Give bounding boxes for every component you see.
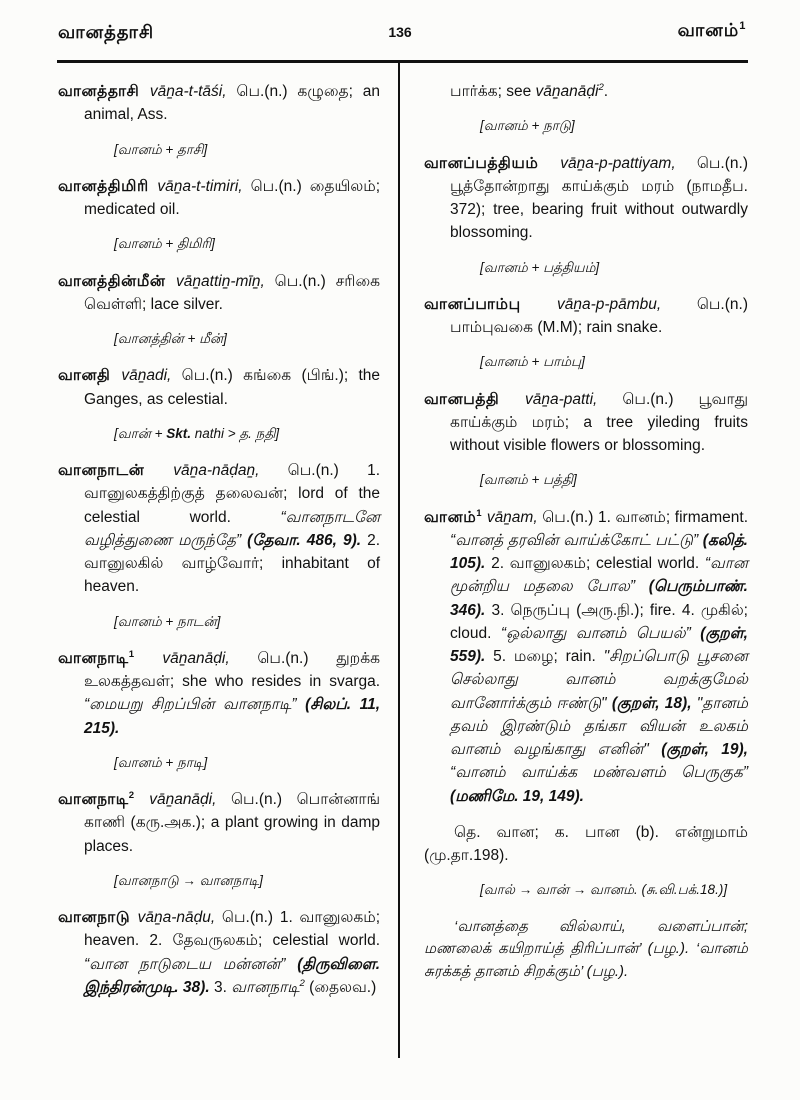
citation: Skt. bbox=[166, 425, 191, 441]
headword: வானநாடி bbox=[58, 649, 129, 667]
citation: (குறள், 18), bbox=[611, 694, 692, 712]
dictionary-entry bbox=[58, 647, 380, 740]
etymology-line bbox=[114, 753, 380, 773]
body-text: தெ. வான; க. பான (b). என்றுமாம் (மு.தா.198). bbox=[424, 823, 748, 864]
headword: வானதி bbox=[58, 367, 122, 385]
running-head-right bbox=[678, 20, 746, 43]
italic-text: “வானத் தரவின் வாய்க்கோட் பட்டு” bbox=[450, 531, 703, 549]
right-column bbox=[424, 80, 748, 1012]
body-text: பெ.(n.) பொன்னாங் காணி (கரு.அக.); a plant growing in damp places. bbox=[84, 791, 381, 855]
headword: வானநாடி bbox=[58, 791, 129, 808]
headword: வானத்தின்மீன் bbox=[58, 272, 177, 290]
italic-text: “வானநாடனே வழித்துணை மருந்தே” bbox=[84, 508, 381, 549]
citation: (மணிமே. 19, 149). bbox=[450, 787, 584, 805]
italic-text: [வானத்தின் + மீன்] bbox=[114, 331, 227, 346]
dictionary-entry bbox=[58, 459, 380, 599]
dictionary-entry bbox=[424, 506, 748, 808]
italic-text: [வானம் + தாசி] bbox=[114, 141, 208, 157]
italic-text: vāṉa-nāḍu, bbox=[137, 909, 216, 926]
italic-text: [வானம் + நாடன்] bbox=[114, 613, 221, 629]
running-head-right-superscript: 1 bbox=[739, 20, 746, 32]
citation: (குறள், 559). bbox=[450, 624, 748, 665]
italic-text: vāṉanāḍi, bbox=[149, 791, 217, 808]
proverb-quote bbox=[424, 916, 748, 984]
italic-text: "தானம் தவம் இரண்டும் தங்கா வியன் உலகம் வானம் வழங்காது எனின்" bbox=[450, 694, 748, 758]
left-column bbox=[58, 80, 380, 1012]
italic-text: “வான மூன்றிய மதலை போல” bbox=[450, 555, 748, 596]
citation: (குறள், 19), bbox=[661, 741, 748, 758]
etymology-line bbox=[114, 234, 380, 254]
headword: வானப்பத்தியம் bbox=[424, 154, 561, 172]
header-rule bbox=[57, 60, 748, 63]
etymology-line bbox=[480, 258, 748, 278]
body-text: 2. வானுலகம்; celestial world. bbox=[485, 555, 705, 572]
body-text: பெ.(n.) கழுதை; an animal, Ass. bbox=[84, 83, 381, 124]
body-text: . bbox=[603, 83, 609, 100]
citation: (திருவிளை. இந்திரன்முடி. 38). bbox=[84, 955, 381, 996]
running-head-right-word: வானம் bbox=[677, 20, 740, 40]
italic-text: ‘வானத்தை வில்லாய், வளைப்பான்; மணலைக் கயிறாய்த் திரிப்பான்’ (பழ.). ‘வானம் சுரக்கத் தானம் சிறக்கும்’ (பழ.). bbox=[424, 917, 748, 980]
italic-text: vāṉattiṉ-mīṉ, bbox=[176, 272, 265, 290]
body-text: பெ.(n.) பூத்தோன்றாது காய்க்கும் மரம் (நாமதீப. 372); tree, bearing fruit without outwardly blossoming. bbox=[450, 154, 748, 242]
body-text: பெ.(n.) பாம்புவகை (M.M); rain snake. bbox=[450, 295, 748, 336]
etymology-line bbox=[480, 880, 748, 900]
italic-text: vāṉa-t-tāśi, bbox=[149, 83, 227, 100]
italic-text: “மையறு சிறப்பின் வானநாடி” bbox=[84, 696, 306, 714]
page-number: 136 bbox=[388, 24, 412, 40]
body-text: பார்க்க; see bbox=[450, 83, 536, 100]
cognate-note bbox=[424, 821, 748, 868]
italic-text: vāṉam, bbox=[486, 508, 538, 526]
body-text bbox=[135, 791, 150, 808]
body-text: (தைலவ.) bbox=[304, 978, 377, 996]
italic-text: [வானம் + நாடு] bbox=[480, 118, 575, 134]
italic-text: “ஒல்லாது வானம் பெயல்” bbox=[500, 624, 701, 642]
etymology-line bbox=[114, 140, 380, 160]
italic-text: [வானம் + பத்தி] bbox=[480, 472, 577, 488]
italic-text: vāṉa-nāḍaṉ, bbox=[173, 462, 260, 479]
etymology-line bbox=[480, 470, 748, 490]
body-text: பெ.(n.) தையிலம்; medicated oil. bbox=[84, 177, 381, 218]
dictionary-entry bbox=[58, 270, 380, 317]
italic-text: [வானநாடு → வானநாடி] bbox=[114, 872, 263, 888]
superscript-index: 2 bbox=[128, 789, 135, 801]
italic-text: [வானம் + திமிரி] bbox=[114, 236, 215, 252]
dictionary-entry bbox=[58, 175, 380, 222]
text-columns bbox=[58, 80, 748, 1012]
citation: (சிலப். 11, 215). bbox=[84, 696, 381, 737]
dictionary-entry bbox=[58, 80, 380, 127]
body-text: பெ.(n.) பூவாது காய்க்கும் மரம்; a tree yileding fruits without visible flowers or blossoming. bbox=[450, 390, 749, 454]
dictionary-entry bbox=[424, 388, 748, 458]
headword: வானம் bbox=[424, 508, 477, 526]
headword: வானநாடன் bbox=[58, 462, 174, 479]
italic-text: “வான நாடுடைய மன்னன்” bbox=[84, 955, 298, 973]
dictionary-entry bbox=[58, 788, 380, 858]
dictionary-entry bbox=[58, 906, 380, 999]
body-text: பெ.(n.) 1. வானுலகம்; heaven. 2. தேவருலகம்; celestial world. bbox=[84, 909, 381, 950]
body-text: 5. மழை; rain. bbox=[485, 648, 604, 665]
italic-text: “வானம் வாய்க்க மண்வளம் பெருகுக” bbox=[450, 764, 748, 782]
headword: வானநாடு bbox=[58, 909, 138, 926]
italic-text: vāṉadi, bbox=[121, 367, 172, 385]
italic-text: [வானம் + பாம்பு] bbox=[480, 354, 585, 370]
body-text: 2. வானுலகில் வாழ்வோர்; inhabitant of heaven. bbox=[84, 531, 381, 596]
citation: (கலித். 105). bbox=[450, 531, 748, 572]
body-text: பெ.(n.) துறக்க உலகத்தவள்; she who resides in svarga. bbox=[84, 649, 381, 690]
body-text: பெ.(n.) 1. வானுலகத்திற்குத் தலைவன்; lord of the celestial world. bbox=[84, 462, 381, 526]
continuation-text bbox=[424, 80, 748, 103]
italic-text: vāṉanāḍi, bbox=[162, 649, 230, 667]
superscript-index: 1 bbox=[128, 648, 135, 660]
italic-text: [வானம் + நாடி] bbox=[114, 754, 208, 770]
italic-text: "சிறப்பொடு பூசனை செல்லாது வானம் வறக்குமேல் வானோர்க்கும் ஈண்டு" bbox=[450, 648, 749, 712]
body-text: பெ.(n.) சரிகை வெள்ளி; lace silver. bbox=[84, 272, 381, 313]
italic-text: nathi > த. நதி] bbox=[190, 425, 280, 441]
italic-text: [வானம் + பத்தியம்] bbox=[480, 259, 600, 275]
italic-text: vāṉanāḍi bbox=[535, 83, 599, 100]
etymology-line bbox=[114, 612, 380, 632]
etymology-line bbox=[114, 871, 380, 891]
headword: வானப்பாம்பு bbox=[424, 295, 557, 313]
body-text bbox=[135, 650, 163, 667]
etymology-line bbox=[480, 116, 748, 136]
superscript-index: 1 bbox=[476, 507, 483, 519]
headword: வானபத்தி bbox=[424, 390, 525, 408]
etymology-line bbox=[480, 352, 748, 372]
italic-text: vāṉa-t-timiri, bbox=[157, 177, 243, 195]
etymology-line bbox=[114, 424, 380, 444]
body-text: 3. bbox=[209, 978, 232, 996]
italic-text: vāṉa-patti, bbox=[524, 390, 598, 408]
body-text: பெ.(n.) கங்கை (பிங்.); the Ganges, as celestial. bbox=[84, 367, 381, 408]
superscript-index: 2 bbox=[299, 977, 305, 989]
body-text: பெ.(n.) 1. வானம்; firmament. bbox=[537, 508, 749, 526]
dictionary-entry bbox=[424, 152, 748, 245]
dictionary-entry bbox=[58, 364, 380, 411]
italic-text: vāṉa-p-pattiyam, bbox=[560, 154, 676, 172]
italic-text: [வால் → வான் → வானம். (சு.வி.பக்.18.)] bbox=[480, 882, 728, 898]
body-text: 3. நெருப்பு (அரு.நி.); fire. 4. முகில்; cloud. bbox=[450, 601, 748, 642]
etymology-line bbox=[114, 329, 380, 349]
italic-text: vāṉa-p-pāmbu, bbox=[556, 295, 662, 313]
headword: வானத்திமிரி bbox=[58, 177, 158, 195]
citation: (தேவா. 486, 9). bbox=[247, 531, 362, 549]
citation: (பெரும்பாண். 346). bbox=[450, 578, 748, 619]
superscript-index: 2 bbox=[598, 81, 604, 93]
italic-text: [வான் + bbox=[114, 425, 167, 441]
running-head-left: வானத்தாசி bbox=[58, 22, 155, 42]
italic-text: வானநாடி bbox=[231, 978, 300, 996]
dictionary-entry bbox=[424, 293, 748, 340]
headword: வானத்தாசி bbox=[58, 83, 150, 100]
